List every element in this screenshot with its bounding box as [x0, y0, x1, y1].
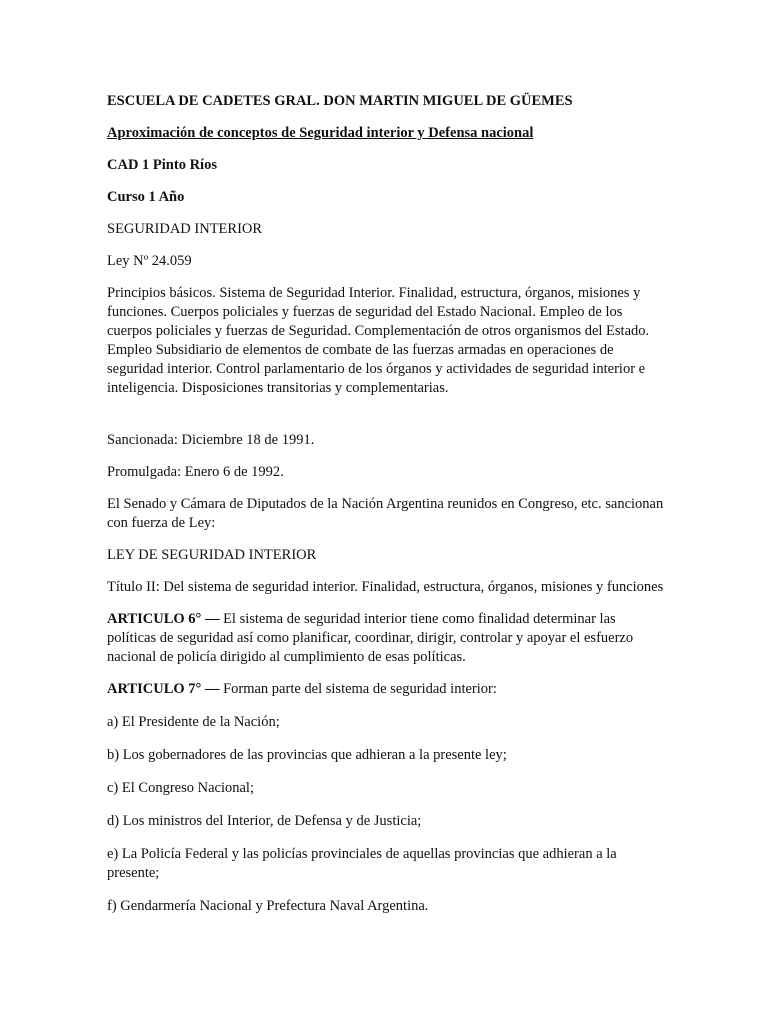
- article-6-text: El sistema de seguridad interior tiene como finalidad determinar las políticas de seguridad así como planificar, coordinar, dirigir, controlar y apoyar el esfuerzo nacional de policía dirigido al cumplimiento de esas políticas.: [107, 611, 634, 665]
- article-7-label: ARTICULO 7° —: [107, 681, 220, 697]
- promulgated-date: Promulgada: Enero 6 de 1992.: [107, 464, 284, 480]
- law-number: Ley Nº 24.059: [107, 253, 192, 269]
- list-item: c) El Congreso Nacional;: [107, 780, 254, 796]
- list-item: a) El Presidente de la Nación;: [107, 714, 280, 730]
- cadet-name: CAD 1 Pinto Ríos: [107, 157, 217, 173]
- document-page: [107, 92, 667, 916]
- sanctioned-date: Sancionada: Diciembre 18 de 1991.: [107, 432, 315, 448]
- article-6-label: ARTICULO 6° —: [107, 611, 220, 627]
- title-two-heading: Título II: Del sistema de seguridad interior. Finalidad, estructura, órganos, misiones y funciones: [107, 579, 664, 595]
- subject-heading: Aproximación de conceptos de Seguridad interior y Defensa nacional: [107, 125, 534, 141]
- article-7-text: Forman parte del sistema de seguridad interior:: [219, 681, 497, 697]
- list-item: f) Gendarmería Nacional y Prefectura Naval Argentina.: [107, 898, 429, 914]
- list-item: e) La Policía Federal y las policías provinciales de aquellas provincias que adhieran a la presente;: [107, 846, 617, 881]
- list-item: b) Los gobernadores de las provincias que adhieran a la presente ley;: [107, 747, 507, 763]
- article-6: [107, 610, 667, 667]
- law-title: LEY DE SEGURIDAD INTERIOR: [107, 547, 317, 563]
- list-item: d) Los ministros del Interior, de Defensa y de Justicia;: [107, 813, 422, 829]
- article-7: [107, 680, 667, 699]
- school-heading: ESCUELA DE CADETES GRAL. DON MARTIN MIGUEL DE GÜEMES: [107, 93, 573, 109]
- law-summary: Principios básicos. Sistema de Seguridad Interior. Finalidad, estructura, órganos, misiones y funciones. Cuerpos policiales y fuerzas de seguridad del Estado Nacional. Empleo de los cuerpos policiales y fuerzas de Seguridad. Complementación de otros organismos del Estado. Empleo Subsidiario de elementos de combate de las fuerzas armadas en operaciones de seguridad interior. Control parlamentario de los órganos y actividades de seguridad interior e inteligencia. Disposiciones transitorias y complementarias.: [107, 285, 650, 396]
- enactment-formula: El Senado y Cámara de Diputados de la Nación Argentina reunidos en Congreso, etc. sancionan con fuerza de Ley:: [107, 496, 664, 531]
- section-title: SEGURIDAD INTERIOR: [107, 221, 263, 237]
- course-label: Curso 1 Año: [107, 189, 185, 205]
